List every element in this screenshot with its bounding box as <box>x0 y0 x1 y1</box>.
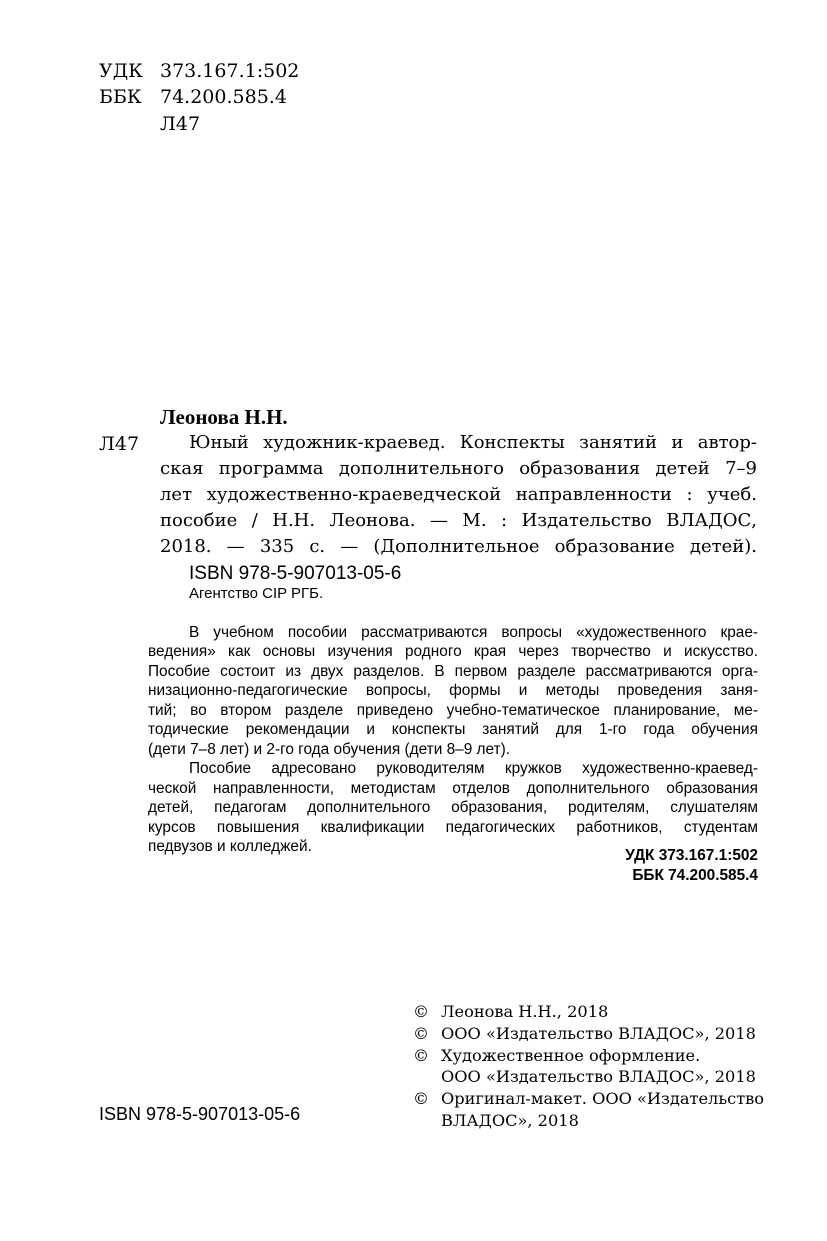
copyright-text: Художественное оформление. <box>441 1046 701 1065</box>
annotation-line: педвузов и колледжей. <box>148 838 312 855</box>
copyright-symbol: © <box>413 1002 429 1021</box>
catalog-entry-line: пособие / Н.Н. Леонова. — М. : Издательство ВЛАДОС, <box>160 510 757 531</box>
annotation-line: низационно-педагогические вопросы, формы и методы проведения заня- <box>148 682 758 699</box>
annotation-bbk: ББК 74.200.585.4 <box>632 867 758 884</box>
copyright-text: Леонова Н.Н., 2018 <box>441 1002 609 1021</box>
bbk-label: ББК <box>99 86 142 108</box>
catalog-entry-line: ская программа дополнительного образования детей 7–9 <box>160 458 757 479</box>
annotation-line: тий; во втором разделе приведено учебно-тематическое планирование, ме- <box>148 702 758 719</box>
annotation-line: Пособие состоит из двух разделов. В первом разделе рассматриваются орга- <box>148 663 758 680</box>
annotation-line: (дети 7–8 лет) и 2-го года обучения (дети 8–9 лет). <box>148 741 511 758</box>
udk-label: УДК <box>99 60 143 82</box>
copyright-symbol: © <box>413 1089 429 1108</box>
copyright-symbol: © <box>413 1024 429 1043</box>
catalog-author: Леонова Н.Н. <box>160 405 288 429</box>
annotation-line: Пособие адресовано руководителям кружков художественно-краевед- <box>189 760 758 777</box>
bbk-value: 74.200.585.4 <box>160 86 287 108</box>
copyright-symbol: © <box>413 1046 429 1065</box>
isbn-bottom: ISBN 978-5-907013-05-6 <box>99 1104 301 1124</box>
annotation-line: тодические рекомендации и конспекты занятий для 1-го года обучения <box>148 721 758 738</box>
catalog-isbn: ISBN 978-5-907013-05-6 <box>189 563 402 584</box>
udk-value: 373.167.1:502 <box>160 60 300 82</box>
cip-agency: Агентство CIP РГБ. <box>189 585 324 602</box>
catalog-author-sign: Л47 <box>99 433 140 455</box>
annotation-line: курсов повышения квалификации педагогических работников, студентам <box>148 819 758 836</box>
annotation-line: ведения» как основы изучения родного края через творчество и искусство. <box>148 643 758 660</box>
annotation-line: В учебном пособии рассматриваются вопросы «художественного крае- <box>189 624 758 641</box>
copyright-text: Оригинал-макет. ООО «Издательство <box>441 1089 765 1108</box>
catalog-entry-line: лет художественно-краеведческой направленности : учеб. <box>160 484 757 505</box>
annotation-line: детей, педагогам дополнительного образования, родителям, слушателям <box>148 799 758 816</box>
copyright-text: ООО «Издательство ВЛАДОС», 2018 <box>441 1067 756 1086</box>
copyright-text: ВЛАДОС», 2018 <box>441 1111 579 1130</box>
copyright-text: ООО «Издательство ВЛАДОС», 2018 <box>441 1024 756 1043</box>
author-sign-top: Л47 <box>160 113 201 135</box>
annotation-line: ческой направленности, методистам отделов дополнительного образования <box>148 780 758 797</box>
catalog-entry-line: 2018. — 335 с. — (Дополнительное образование детей). <box>160 536 757 557</box>
annotation-udk: УДК 373.167.1:502 <box>625 847 758 864</box>
catalog-entry-line: Юный художник-краевед. Конспекты занятий и автор- <box>189 432 757 453</box>
